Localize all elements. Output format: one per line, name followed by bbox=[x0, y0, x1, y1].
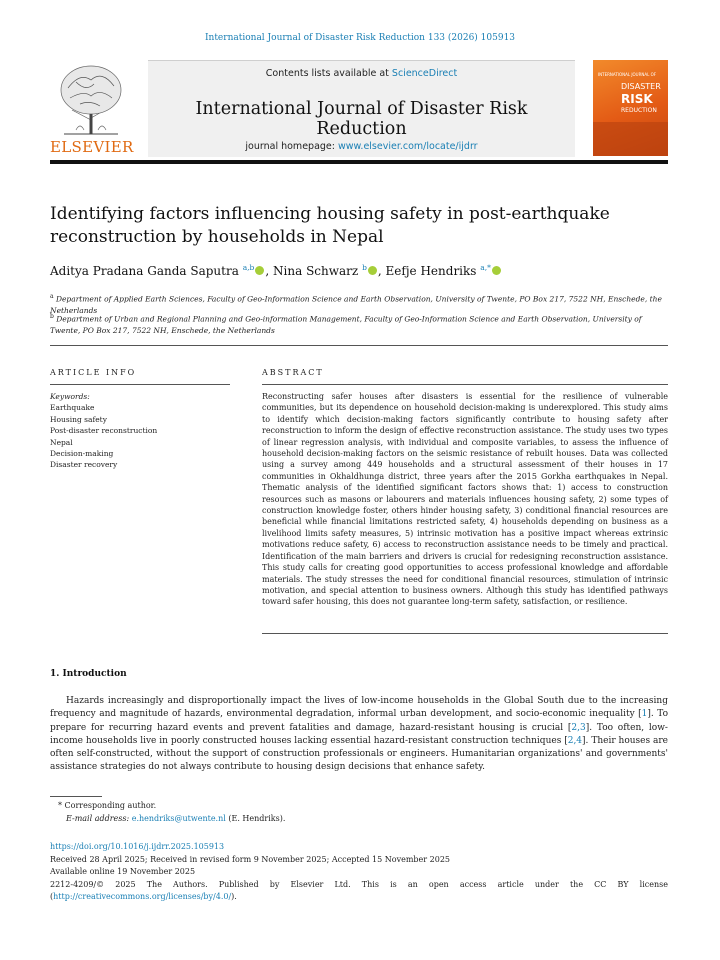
section-heading-introduction: 1. Introduction bbox=[50, 669, 127, 679]
corresponding-author-note bbox=[58, 801, 156, 810]
keyword: Housing safety bbox=[50, 414, 107, 424]
orcid-icon[interactable] bbox=[255, 266, 264, 275]
author-separator: , bbox=[377, 264, 382, 278]
intro-text-part: Hazards increasingly and disproportionally impact the lives of low-income households in the Global South due to the increasing frequency and magnitude of hazards, environmental degradation, informal urban development, and socio-economic inequality [ bbox=[50, 696, 668, 720]
orcid-icon[interactable] bbox=[368, 266, 377, 275]
keywords-block bbox=[50, 391, 230, 471]
intro-text-part: ]. Their houses are often self-constructed, without the support of construction professionals or engineers. Humanitarian organizations' and governments' assistance strategies do not always contribute to housing design decisions that enhance safety. bbox=[50, 735, 668, 773]
elsevier-wordmark: ELSEVIER bbox=[50, 138, 134, 156]
citation-link[interactable]: 2,4 bbox=[567, 735, 583, 746]
keywords-label: Keywords: bbox=[50, 392, 90, 401]
running-head[interactable]: International Journal of Disaster Risk Reduction 133 (2026) 105913 bbox=[204, 33, 516, 43]
journal-cover-thumbnail[interactable] bbox=[593, 60, 668, 156]
affiliation-b bbox=[50, 311, 670, 336]
email-link[interactable]: e.hendriks@utwente.nl bbox=[131, 814, 226, 823]
affiliation-text: Department of Applied Earth Sciences, Faculty of Geo-Information Science and Earth Observation, University of Twente, PO Box 217, 7522 NH, Enschede, the Netherlands bbox=[50, 294, 662, 315]
doi-link[interactable]: https://doi.org/10.1016/j.ijdrr.2025.105913 bbox=[50, 842, 225, 851]
author-name[interactable]: Aditya Pradana Ganda Saputra bbox=[50, 264, 239, 278]
contents-prefix: Contents lists available at bbox=[265, 68, 392, 79]
cover-graphic bbox=[593, 122, 668, 156]
article-info-heading: ARTICLE INFO bbox=[50, 368, 137, 377]
email-suffix: (E. Hendriks). bbox=[228, 814, 286, 823]
license-end: ). bbox=[231, 892, 237, 901]
author-affiliation-sup[interactable]: a,b bbox=[242, 263, 255, 272]
abstract-rule bbox=[262, 384, 668, 385]
email-note bbox=[66, 814, 285, 823]
author-name[interactable]: Eefje Hendriks bbox=[385, 264, 477, 278]
asterisk-icon: * bbox=[58, 801, 62, 810]
affiliation-rule bbox=[50, 345, 668, 346]
email-label: E-mail address: bbox=[66, 814, 130, 823]
affiliation-text: Department of Urban and Regional Planning and Geo-information Management, Faculty of Geo-Information Science and Earth Observation, University of Twente, PO Box 217, 7522 NH, Enschede, the Netherlands bbox=[50, 314, 642, 335]
affiliation-label: b bbox=[50, 313, 54, 320]
footnote-rule bbox=[50, 796, 102, 797]
cover-line4: REDUCTION bbox=[621, 107, 657, 114]
article-title: Identifying factors influencing housing safety in post-earthquake reconstruction by households in Nepal bbox=[50, 204, 610, 247]
journal-header bbox=[148, 60, 575, 157]
affiliation-label: a bbox=[50, 293, 54, 300]
homepage-line bbox=[148, 141, 575, 152]
abstract-text: Reconstructing safer houses after disasters is essential for the resilience of vulnerable communities, but its dependence on household decision-making is underexplored. This study aims to identify which decision-making factors significantly contribute to housing safety after reconstruction to inform the design of effective reconstruction assistance. The study uses two types of linear regression analysis, with individual and composite variables, to assess the influence of household decision-making factors on the seismic resistance of rebuilt houses. Data was collected using a survey among 449 households and a structural assessment of their houses in 17 communities in Okhaldhunga district, three years after the 2015 Gorkha earthquakes in Nepal. Thematic analysis of the identified significant factors shows that: 1) access to construction resources such as masons or labourers and materials influences housing safety, 2) some types of construction knowledge foster, others hinder housing safety, 3) conditional financial resources are beneficial while financial limitations restricted safety, 4) households depending on business as a livelihood limits safety measures, 5) intrinsic motivation has a positive impact whereas extrinsic motivations reduce safety, 6) access to reconstruction assistance needs to be timely and practical. Identification of the main barriers and drivers is crucial for redesigning reconstruction assistance. This study calls for creating good opportunities to access professional knowledge and affordable materials. The study stresses the need for conditional financial resources, stimulation of intrinsic motivation, and special attention to business owners. Although this study has identified pathways toward safer housing, this does not guarantee long-term safety, satisfaction, or resilience. bbox=[262, 392, 668, 607]
author-separator: , bbox=[265, 264, 270, 278]
header-rule bbox=[50, 160, 668, 164]
keyword: Earthquake bbox=[50, 403, 95, 413]
author-affiliation-sup[interactable]: a,* bbox=[480, 263, 491, 272]
cover-line2: DISASTER bbox=[621, 82, 661, 91]
sciencedirect-link[interactable]: ScienceDirect bbox=[391, 68, 458, 79]
author-name[interactable]: Nina Schwarz bbox=[273, 264, 359, 278]
citation-link[interactable]: 1 bbox=[641, 709, 648, 720]
license-note bbox=[50, 879, 668, 903]
orcid-icon[interactable] bbox=[492, 266, 501, 275]
intro-text-part: ]. To prepare for recurring hazard events and prevent fatalities and damage, hazard-resistant housing is crucial [ bbox=[50, 709, 668, 733]
corresponding-label: Corresponding author. bbox=[64, 801, 157, 810]
received-dates: Received 28 April 2025; Received in revised form 9 November 2025; Accepted 15 November 2025 bbox=[50, 855, 451, 864]
introduction-paragraph bbox=[50, 695, 668, 775]
author-affiliation-sup[interactable]: b bbox=[362, 263, 367, 272]
license-text: 2212-4209/© 2025 The Authors. Published by Elsevier Ltd. This is an open access article under the CC BY license ( bbox=[50, 880, 668, 901]
available-online: Available online 19 November 2025 bbox=[50, 867, 196, 876]
keyword: Disaster recovery bbox=[50, 460, 118, 470]
abstract-bottom-rule bbox=[262, 633, 668, 634]
cover-line1: INTERNATIONAL JOURNAL OF bbox=[598, 72, 657, 77]
homepage-link[interactable]: www.elsevier.com/locate/ijdrr bbox=[337, 141, 478, 152]
cover-line3: RISK bbox=[621, 92, 653, 106]
keyword: Nepal bbox=[50, 437, 73, 447]
article-info-rule bbox=[50, 384, 230, 385]
citation-link[interactable]: 2,3 bbox=[571, 722, 586, 733]
homepage-prefix: journal homepage: bbox=[245, 141, 338, 152]
abstract-heading: ABSTRACT bbox=[262, 368, 324, 377]
intro-text-part: ]. Too often, low-income households live in poorly constructed houses lacking essential hazard-resistant construction techniques [ bbox=[50, 722, 668, 746]
contents-line bbox=[148, 68, 575, 79]
author-list bbox=[50, 263, 650, 278]
keyword: Post-disaster reconstruction bbox=[50, 426, 158, 436]
license-link[interactable]: http://creativecommons.org/licenses/by/4.0/ bbox=[53, 892, 232, 901]
journal-title: International Journal of Disaster Risk Reduction bbox=[195, 99, 528, 139]
keyword: Decision-making bbox=[50, 449, 114, 459]
